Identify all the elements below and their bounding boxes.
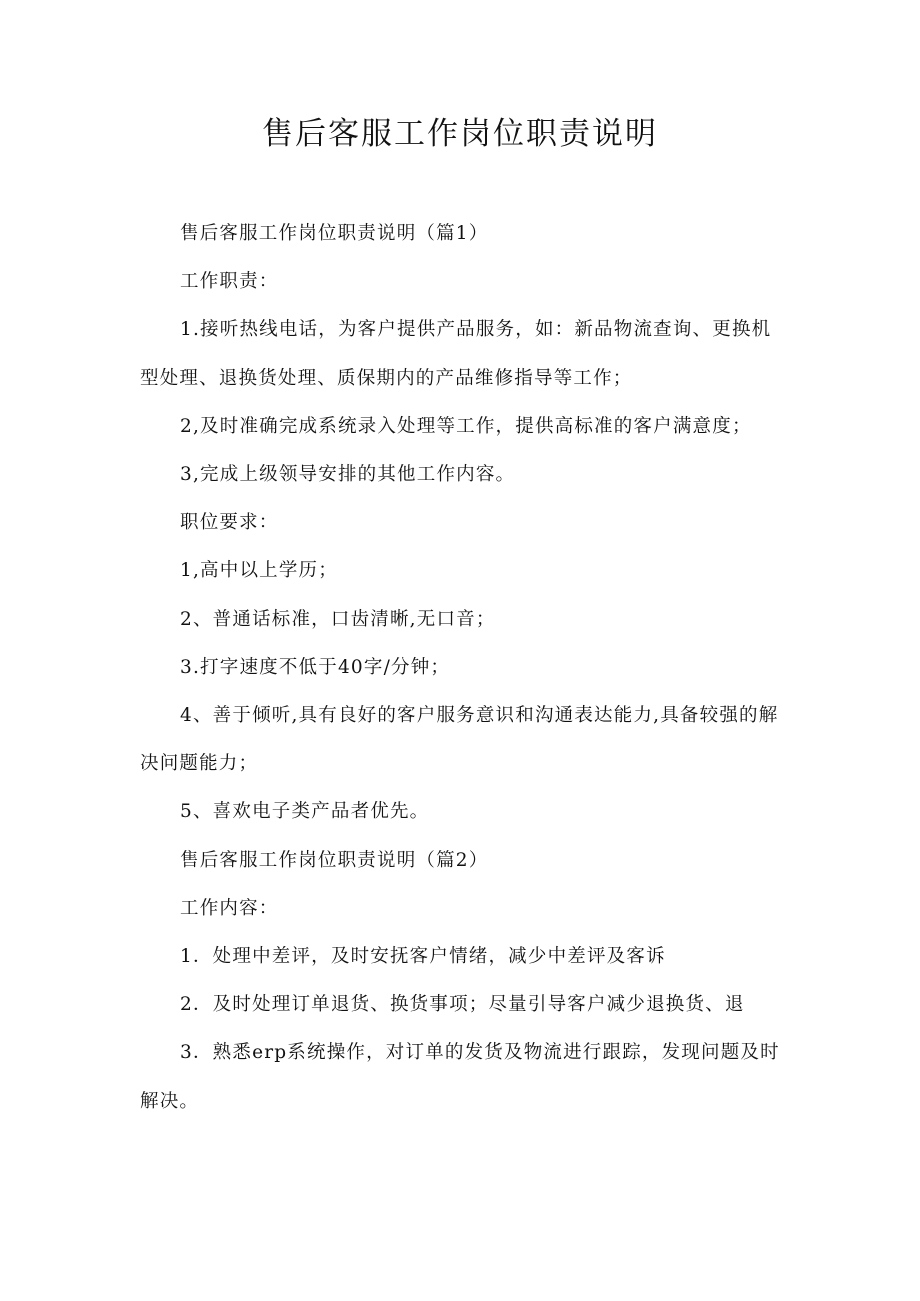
- paragraph-work-content-label: 工作内容：: [180, 897, 279, 919]
- paragraph-content-1: 1．处理中差评，及时安抚客户情绪，减少中差评及客诉: [180, 946, 666, 968]
- paragraph-content-2: 2．及时处理订单退货、换货事项；尽量引导客户减少退换货、退: [180, 994, 745, 1016]
- paragraph-requirement-4: 4、善于倾听,具有良好的客户服务意识和沟通表达能力,具备较强的解决问题能力；: [140, 705, 779, 775]
- section-heading-2: 售后客服工作岗位职责说明（篇2）: [180, 849, 489, 871]
- paragraph-requirement-1: 1,高中以上学历；: [180, 560, 338, 582]
- section-heading-1: 售后客服工作岗位职责说明（篇1）: [180, 223, 489, 244]
- paragraph-requirements-label: 职位要求：: [180, 512, 279, 534]
- document-body: [140, 210, 780, 1126]
- paragraph-requirement-3: 3.打字速度不低于40字/分钟；: [180, 656, 451, 678]
- paragraph-duty-2: 2,及时准确完成系统录入处理等工作，提供高标准的客户满意度；: [180, 415, 752, 437]
- paragraph-content-3: 3．熟悉erp系统操作，对订单的发货及物流进行跟踪，发现问题及时解决。: [140, 1042, 780, 1112]
- document-title: 售后客服工作岗位职责说明: [262, 116, 658, 152]
- paragraph-requirement-2: 2、普通话标准，口齿清晰,无口音；: [180, 608, 496, 630]
- paragraph-requirement-5: 5、喜欢电子类产品者优先。: [180, 801, 430, 823]
- paragraph-duty-3: 3,完成上级领导安排的其他工作内容。: [180, 464, 516, 486]
- paragraph-job-duties-label: 工作职责：: [180, 271, 279, 293]
- paragraph-duty-1: 1.接听热线电话，为客户提供产品服务，如：新品物流查询、更换机型处理、退换货处理、质保期内的产品维修指导等工作；: [140, 319, 772, 389]
